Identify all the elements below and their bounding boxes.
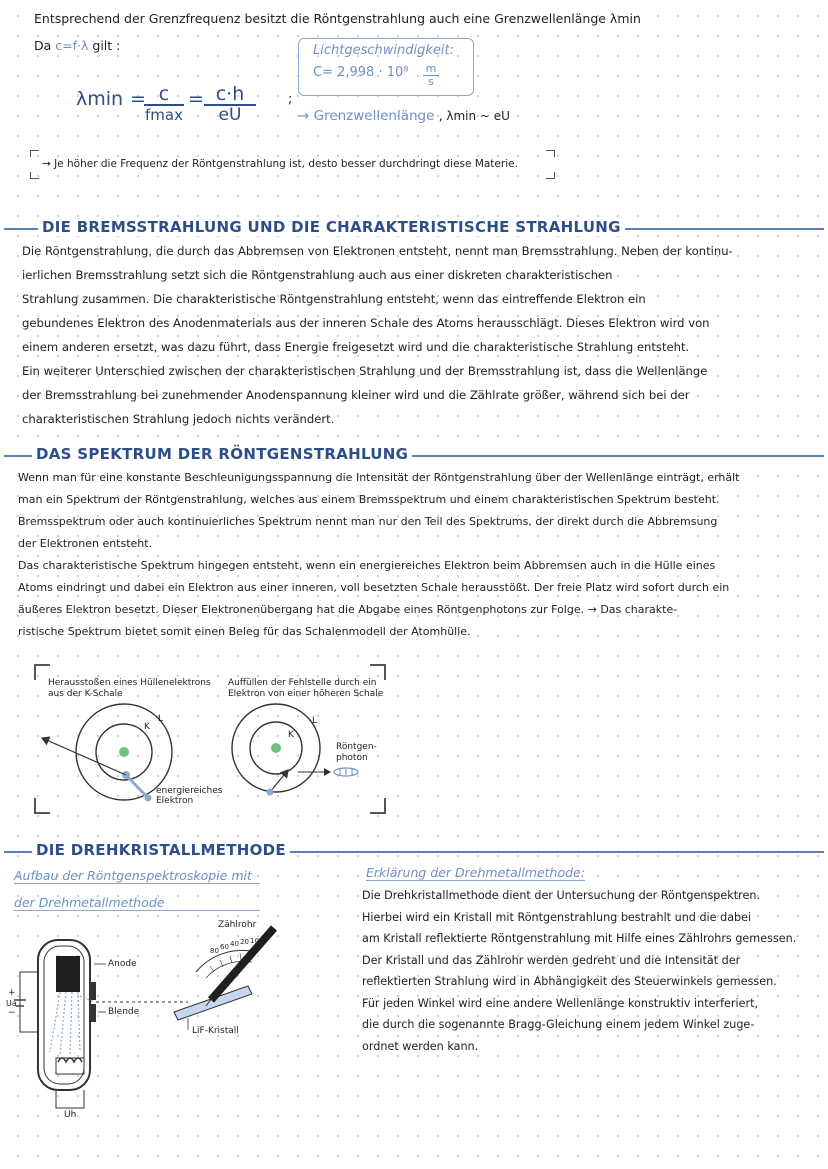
blende-label: Blende (108, 1007, 140, 1017)
note-bracket-tl (30, 150, 39, 157)
grenzwellenlaenge-line (298, 108, 510, 124)
setup-heading-line1: Aufbau der Röntgenspektroskopie mit (14, 868, 260, 884)
frac1-numerator: c (158, 83, 170, 105)
s3-line: Die Drehkristallmethode dient der Untersuchung der Röntgenspektren. (362, 889, 761, 902)
intro-gilt: gilt : (92, 38, 121, 53)
scale-tick-label: 60 (220, 943, 229, 951)
s2-line: man ein Spektrum der Röntgenstrahlung, welches aus einem Bremsspektrum und einem charakteristischen Spektrum besteht. (18, 493, 720, 506)
s1-line: gebundenes Elektron des Anodenmaterials aus der inneren Schale des Atoms herausschlägt. Dieses Elektron wird von (22, 316, 710, 330)
fraction-2 (204, 84, 256, 125)
setup-heading (14, 868, 260, 884)
caption-1-line2: aus der K-Schale (48, 689, 123, 699)
note-bracket-br (546, 172, 555, 179)
s1-line: Die Röntgenstrahlung, die durch das Abbremsen von Elektronen entsteht, nennt man Bremsstrahlung. Neben der kontinu- (22, 244, 733, 258)
lambda-equation: λmin = c fmax = c·h eU (76, 84, 276, 132)
s3-line: reflektierten Strahlung wird in Abhängigkeit des Steuerwinkels gemessen. (362, 975, 777, 988)
minus-label: − (8, 1008, 16, 1018)
s3-line: ordnet werden kann. (362, 1039, 479, 1053)
light-speed-title: Lichtgeschwindigkeit: (313, 43, 454, 58)
uh-label: Uh (64, 1110, 77, 1120)
light-speed-box (298, 38, 474, 96)
note-bracket-tr (546, 150, 555, 157)
s2-line: Bremsspektrum oder auch kontinuierliches Spektrum nennt man nur den Teil des Spektrums, der direkt durch die Abbremsung (18, 515, 718, 528)
section3-title: DIE DREHKRISTALLMETHODE (32, 841, 290, 859)
intro-formula: c=f·λ (55, 38, 89, 53)
note-bracket-bl (30, 172, 39, 179)
photon-label-2: photon (336, 753, 368, 763)
s2-line: Atoms eindringt und dabei ein Elektron aus einer inneren, voll besetzten Schale herausstößt. Der freie Platz wird sofort durch ein (18, 581, 730, 594)
s3-line: am Kristall reflektierte Röntgenstrahlung mit Hilfe eines Zählrohrs gemessen. (362, 932, 797, 945)
s3-line: Der Kristall und das Zählrohr werden gedreht und die Intensität der (362, 953, 741, 967)
energetic-label-2: Elektron (156, 796, 194, 806)
setup-heading-line2: der Drehmetallmethode (14, 895, 260, 911)
s3-line: Hierbei wird ein Kristall mit Röntgenstrahlung bestrahlt und die dabei (362, 910, 752, 924)
anode-block (56, 956, 80, 992)
caption-2-line2: Elektron von einer höheren Schale (228, 689, 384, 699)
energetic-electron (145, 795, 152, 802)
s2-line: Wenn man für eine konstante Beschleunigungsspannung die Intensität der Röntgenstrahlung über der Wellenlänge einträgt, erhält (18, 471, 740, 484)
atom-1 (42, 704, 172, 802)
s1-line: einem anderen ersetzt, was dazu führt, dass Energie freigesetzt wird und die charakteristische Strahlung entsteht. (22, 340, 690, 354)
scale-tick-label: 80 (210, 947, 219, 955)
intro-da: Da (34, 38, 52, 53)
lambda-relation: , λmin ~ eU (438, 109, 510, 123)
intro-line-1: Entsprechend der Grenzfrequenz besitzt die Röntgenstrahlung auch eine Grenzwellenlänge λmin (34, 11, 641, 26)
atom2-l-label: L (312, 716, 318, 726)
s1-line: Ein weiterer Unterschied zwischen der charakteristischen Strahlung und der Bremsstrahlung ist, dass die Wellenlänge (22, 364, 708, 378)
s2-line: der Elektronen entsteht. (18, 537, 153, 550)
s3-line: Für jeden Winkel wird eine andere Wellenlänge konstruktiv interferiert, (362, 996, 759, 1010)
frac1-denominator: fmax (145, 106, 183, 124)
plus-label: + (8, 988, 16, 998)
section2-title: DAS SPEKTRUM DER RÖNTGENSTRAHLUNG (32, 445, 412, 463)
explanation-heading-text: Erklärung der Drehmetallmethode: (366, 865, 585, 880)
kristall-label: LiF-Kristall (192, 1026, 239, 1036)
atom2-k-label: K (288, 730, 294, 740)
atom-diagram (30, 660, 400, 820)
s1-line: charakteristischen Strahlung jedoch nichts verändert. (22, 412, 335, 426)
s2-line: ristische Spektrum bietet somit einen Beleg für das Schalenmodell der Atomhülle. (18, 625, 471, 638)
photon-label-1: Röntgen- (336, 742, 377, 752)
intro-line-2 (34, 38, 120, 53)
setup-heading-2 (14, 895, 260, 911)
s1-line: Strahlung zusammen. Die charakteristische Röntgenstrahlung entsteht, wenn das eintreffende Elektron ein (22, 292, 646, 306)
section1-title: DIE BREMSSTRAHLUNG UND DIE CHARAKTERISTISCHE STRAHLUNG (38, 218, 625, 236)
frequency-note: → Je höher die Frequenz der Röntgenstrahlung ist, desto besser durchdringt diese Materie. (42, 158, 518, 170)
caption-2-line1: Auffüllen der Fehlstelle durch ein (228, 678, 377, 688)
s3-line: die durch die sogenannte Bragg-Gleichung einem jedem Winkel zuge- (362, 1018, 755, 1031)
apparatus-diagram (6, 912, 296, 1132)
s1-line: ierlichen Bremsstrahlung setzt sich die Röntgenstrahlung auch aus einer diskreten charakteristischen (22, 268, 613, 282)
grenzwellenlaenge-text: → Grenzwellenlänge (298, 108, 435, 124)
lambda-min-symbol: λmin (76, 88, 124, 110)
light-speed-value: C= 2,998 · 10⁸ (313, 65, 409, 80)
scale-tick-label: 10 (250, 937, 259, 945)
s2-line: Das charakteristische Spektrum hingegen entsteht, wenn ein energiereiches Elektron beim Abbremsen auch in die Hülle eines (18, 559, 716, 572)
light-speed-unit: m s (423, 63, 439, 88)
frac2-denominator: eU (218, 105, 242, 125)
scale-tick-label: 20 (240, 938, 249, 946)
anode-label: Anode (108, 959, 137, 969)
frac2-numerator: c·h (215, 83, 245, 105)
energetic-label-1: energiereiches (156, 786, 223, 796)
caption-1-line1: Herausstoßen eines Hüllenelektrons (48, 678, 211, 688)
atom1-k-label: K (144, 722, 150, 732)
scale-tick-label: 40 (230, 940, 239, 948)
semicolon: ; (288, 92, 293, 107)
atom1-l-label: L (158, 714, 164, 724)
ua-label: Ua (6, 999, 17, 1008)
s2-line: äußeres Elektron besetzt. Dieser Elektronenübergang hat die Abgabe eines Röntgenphotons zur Folge. → Das charakte- (18, 603, 678, 616)
zaehlrohr-label: Zählrohr (218, 920, 257, 930)
s1-line: der Bremsstrahlung bei zunehmender Anodenspannung kleiner wird und die Zählrate größer, während sich bei der (22, 388, 690, 402)
fraction-1 (144, 84, 184, 125)
explanation-heading (366, 865, 585, 880)
